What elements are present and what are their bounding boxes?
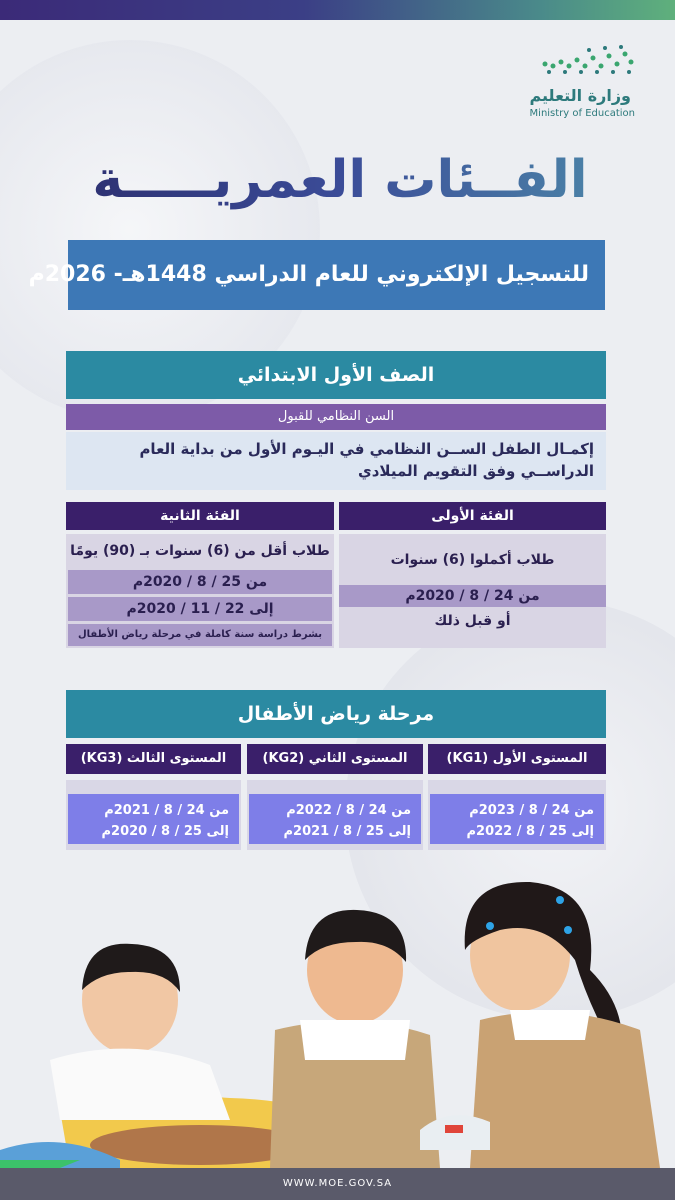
kg3-dates [68, 794, 239, 844]
group1-note: أو قبل ذلك [434, 613, 511, 629]
group2-from-date: من 25 / 8 / 2020م [68, 570, 332, 594]
kg3-to: إلى 25 / 8 / 2020م [101, 824, 229, 839]
child1-shirt [50, 1049, 230, 1120]
ministry-logo [525, 44, 635, 124]
child2-shirt [300, 1020, 410, 1060]
kindergarten-heading: مرحلة رياض الأطفال [66, 690, 606, 738]
group2-description: طلاب أقل من (6) سنوات بـ (90) يومًا [70, 543, 330, 559]
group1-date: من 24 / 8 / 2020م [339, 585, 606, 607]
logo-english-text: Ministry of Education [529, 108, 635, 119]
children-playing-illustration [0, 860, 675, 1168]
group2-condition: بشرط دراسة سنة كاملة في مرحلة رياض الأطفال [68, 624, 332, 646]
kg1-to: إلى 25 / 8 / 2022م [466, 824, 594, 839]
kg3-from: من 24 / 8 / 2021م [104, 803, 229, 818]
group2-title: الفئة الثانية [66, 502, 334, 530]
logo-dots-icon [539, 44, 635, 78]
kg1-dates [430, 794, 604, 844]
child3-collar [510, 1010, 590, 1040]
top-gradient-bar [0, 0, 675, 20]
age-label-bar: السن النظامي للقبول [66, 404, 606, 430]
website-link[interactable]: WWW.MOE.GOV.SA [282, 1178, 393, 1189]
kg2-title: المستوى الثاني (KG2) [247, 744, 423, 774]
group1-description: طلاب أكملوا (6) سنوات [390, 552, 555, 568]
kg1-title: المستوى الأول (KG1) [428, 744, 606, 774]
group2-to-date: إلى 22 / 11 / 2020م [68, 597, 332, 621]
primary-heading: الصف الأول الابتدائي [66, 351, 606, 399]
logo-arabic-text: وزارة التعليم [529, 86, 631, 105]
subtitle-banner: للتسجيل الإلكتروني للعام الدراسي 1448هـ- 2026م [68, 240, 605, 310]
kg3-title: المستوى الثالث (KG3) [66, 744, 241, 774]
group1-title: الفئة الأولى [339, 502, 606, 530]
kg2-from: من 24 / 8 / 2022م [286, 803, 411, 818]
kg1-from: من 24 / 8 / 2023م [469, 803, 594, 818]
website-footer[interactable] [0, 1168, 675, 1200]
kg2-dates [249, 794, 421, 844]
age-description: إكمـال الطفل الســن النظامي في اليـوم الأول من بداية العام الدراســي وفق التقويم الميلادي [66, 432, 606, 490]
kg2-to: إلى 25 / 8 / 2021م [283, 824, 411, 839]
page-title: الفــئات العمريـــــة [60, 150, 620, 230]
